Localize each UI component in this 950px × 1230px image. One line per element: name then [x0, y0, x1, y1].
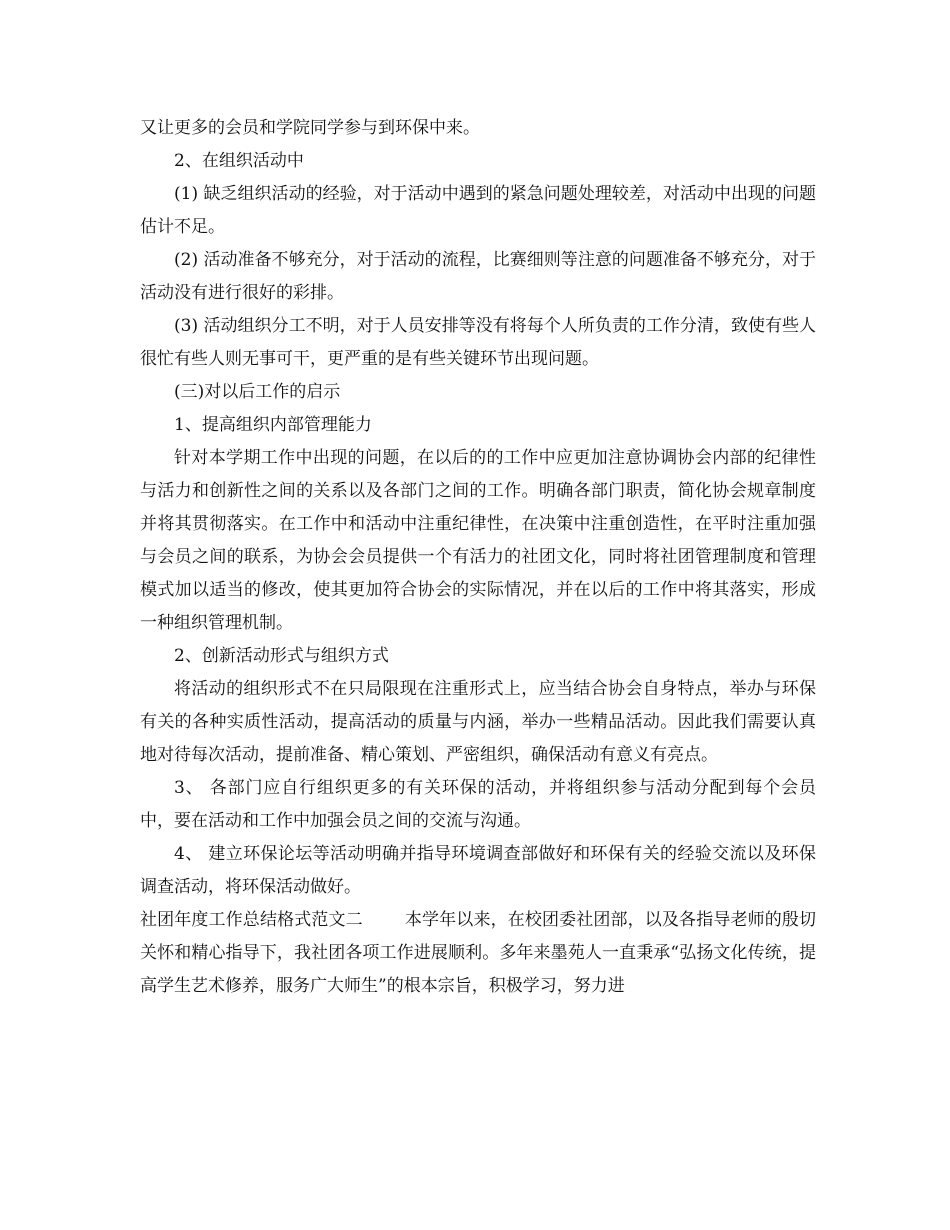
paragraph-5: (3) 活动组织分工不明，对于人员安排等没有将每个人所负责的工作分清，致使有些人很忙有些人则无事可干，更严重的是有些关键环节出现问题。 — [140, 316, 816, 369]
section-heading: 社团年度工作总结格式范文二 — [140, 910, 363, 930]
paragraph-1: 又让更多的会员和学院同学参与到环保中来。 — [140, 118, 480, 138]
document-body — [140, 112, 816, 1003]
paragraph-10: 将活动的组织形式不在只局限现在注重形式上，应当结合协会自身特点，举办与环保有关的各种实质性活动，提高活动的质量与内涵，举办一些精品活动。因此我们需要认真地对待每次活动，提前准备、精心策划、严密组织，确保活动有意义有亮点。 — [140, 679, 816, 765]
paragraph-3: (1) 缺乏组织活动的经验，对于活动中遇到的紧急问题处理较差，对活动中出现的问题估计不足。 — [140, 184, 816, 237]
paragraph-9: 2、创新活动形式与组织方式 — [174, 646, 389, 666]
section-body: 本学年以来，在校团委社团部，以及各指导老师的殷切关怀和精心指导下，我社团各项工作进展顺利。多年来墨苑人一直秉承“弘扬文化传统，提高学生艺术修养，服务广大师生”的根本宗旨，积极学习，努力进 — [140, 910, 817, 996]
paragraph-12: 4、 建立环保论坛等活动明确并指导环境调查部做好和环保有关的经验交流以及环保调查活动，将环保活动做好。 — [140, 844, 816, 897]
paragraph-6: (三)对以后工作的启示 — [174, 382, 341, 402]
paragraph-2: 2、在组织活动中 — [174, 151, 304, 171]
paragraph-4: (2) 活动准备不够充分，对于活动的流程，比赛细则等注意的问题准备不够充分，对于活动没有进行很好的彩排。 — [140, 250, 816, 303]
paragraph-13 — [140, 904, 816, 1003]
paragraph-8: 针对本学期工作中出现的问题，在以后的的工作中应更加注意协调协会内部的纪律性与活力和创新性之间的关系以及各部门之间的工作。明确各部门职责，简化协会规章制度并将其贯彻落实。在工作中和活动中注重纪律性，在决策中注重创造性，在平时注重加强与会员之间的联系，为协会会员提供一个有活力的社团文化，同时将社团管理制度和管理模式加以适当的修改，使其更加符合协会的实际情况，并在以后的工作中将其落实，形成一种组织管理机制。 — [140, 448, 816, 633]
paragraph-11: 3、 各部门应自行组织更多的有关环保的活动，并将组织参与活动分配到每个会员中，要在活动和工作中加强会员之间的交流与沟通。 — [140, 778, 816, 831]
paragraph-7: 1、提高组织内部管理能力 — [174, 415, 372, 435]
